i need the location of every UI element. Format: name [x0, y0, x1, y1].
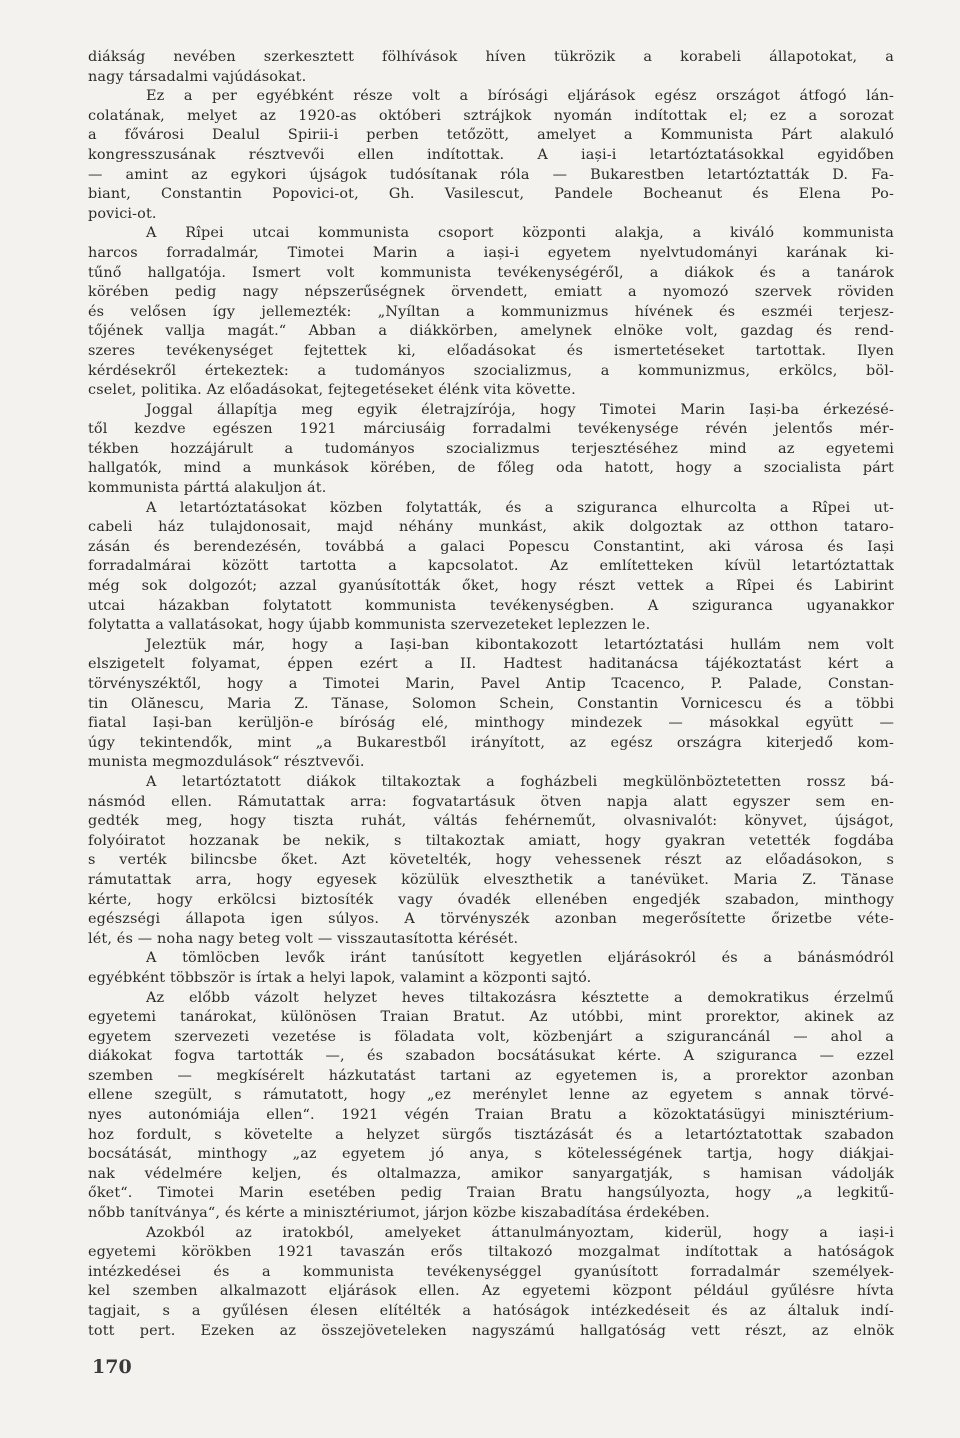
text-line: folyóiratot hozzanak be nekik, s tiltakoztak amiatt, hogy gyakran vetették fogdába [88, 832, 894, 849]
text-line: fiatal Iași-ban kerüljön-e bíróság elé, minthogy mindezek — másokkal együtt — [88, 715, 894, 732]
text-line: tagjait, s a gyűlésen élesen elítélték a hatóságok intézkedéseit és az általuk indí- [88, 1303, 894, 1319]
text-line: szeres tevékenységet fejtettek ki, előadásokat és ismertetéseket tartottak. Ilyen [88, 342, 894, 359]
text-line: kérdésekről értekeztek: a tudományos szocializmus, a kommunizmus, erkölcs, böl- [88, 362, 894, 379]
text-line: Azokból az iratokból, amelyeket áttanulmányoztam, kiderül, hogy a iași-i [146, 1224, 894, 1241]
text-line: utcai házakban folytatott kommunista tevékenységben. A sziguranca ugyanakkor [88, 597, 894, 614]
text-line: egyetem szervezeti vezetése is föladata volt, közbenjárt a szigurancánál — ahol a [88, 1028, 894, 1045]
text-line: A letartóztatásokat közben folytatták, és a sziguranca elhurcolta a Rîpei ut- [146, 499, 894, 516]
text-line: gedték meg, hogy tiszta ruhát, váltás fehérneműt, olvasnivalót: könyvet, újságot, [88, 813, 894, 830]
text-line: zásán és berendezésén, továbbá a galaci Popescu Constantint, aki városa és Iași [88, 538, 894, 555]
text-line: tőjének vallja magát.“ Abban a diákkörben, amelynek elnöke volt, gazdag és rend- [88, 323, 894, 340]
text-line: törvényszéktől, hogy a Timotei Marin, Pavel Antip Tcacenco, P. Palade, Constan- [88, 676, 894, 692]
page-number: 170 [92, 1356, 132, 1378]
text-line: nagy társadalmi vajúdásokat. [88, 68, 307, 85]
text-line: Az előbb vázolt helyzet heves tiltakozásra késztette a demokratikus érzelmű [146, 989, 894, 1006]
text-line: munista megmozdulások“ résztvevői. [88, 754, 365, 771]
text-line: hoz fordult, s követelte a helyzet sürgős tisztázását és a letartóztatottak szabadon [88, 1126, 894, 1143]
text-line: től kezdve egészen 1921 márciusáig forradalmi tevékenysége révén jelentős mér- [88, 421, 894, 438]
text-line: kommunista párttá alakuljon át. [88, 480, 327, 497]
text-line: még sok dolgozót; azzal gyanúsították őket, hogy részt vettek a Rîpei és Labirint [88, 578, 894, 595]
text-line: nak védelmére keljen, és oltalmazza, amikor sanyargatják, s hamisan vádolják [88, 1165, 894, 1182]
text-line: és velősen így jellemezték: „Nyíltan a kommunizmus hívének és eszméi terjesz- [88, 303, 894, 320]
text-line: tin Olănescu, Maria Z. Tănase, Solomon Schein, Constantin Vornicescu és a többi [88, 695, 894, 712]
text-line: egészségi állapota igen súlyos. A törvényszék azonban megerősítette őrizetbe véte- [88, 911, 894, 928]
text-line: A Rîpei utcai kommunista csoport központi alakja, a kiváló kommunista [146, 225, 894, 242]
text-line: tűnő hallgatója. Ismert volt kommunista tevékenységéről, a diákok és a tanárok [88, 264, 894, 281]
text-line: A letartóztatott diákok tiltakoztak a fogházbeli megkülönböztetetten rossz bá- [146, 773, 894, 790]
text-line: egyetemi körökben 1921 tavaszán erős tiltakozó mozgalmat indítottak a hatóságok [88, 1244, 894, 1261]
text-line: tott pert. Ezeken az összejöveteleken nagyszámú hallgatóság vett részt, az elnök [88, 1322, 894, 1339]
text-line: povici-ot. [88, 205, 157, 222]
text-line: s verték bilincsbe őket. Azt követelték, hogy vehessenek részt az előadásokon, s [88, 852, 894, 869]
text-line: forradalmárai között tartotta a kapcsolatot. Az említetteken kívül letartóztattak [88, 558, 894, 575]
text-line: őket“. Timotei Marin esetében pedig Traian Bratu hangsúlyozta, hogy „a legkitű- [88, 1185, 894, 1202]
text-line: ellene szegült, s rámutatott, hogy „ez merénylet lenne az egyetem s annak törvé- [88, 1087, 894, 1104]
text-line: cselet, politika. Az előadásokat, fejtegetéseket élénk vita követte. [88, 382, 576, 399]
text-line: násmód ellen. Rámutattak arra: fogvatartásuk ötven napja alatt egyszer sem en- [88, 793, 894, 810]
text-line: — amint az egykori újságok tudósítanak róla — Bukarestben letartóztatták D. Fa- [88, 166, 894, 183]
text-line: folytatta a vallatásokat, hogy újabb kommunista szervezeteket leplezzen le. [88, 617, 651, 634]
text-line: biant, Constantin Popovici-ot, Gh. Vasilescut, Pandele Bocheanut és Elena Po- [88, 186, 894, 203]
text-line: nyes autonómiája ellen“. 1921 végén Traian Bratu a közoktatásügyi minisztérium- [88, 1107, 894, 1124]
text-line: intézkedései és a kommunista tevékenységgel gyanúsított forradalmár személyek- [88, 1263, 894, 1280]
text-line: Jeleztük már, hogy a Iași-ban kibontakozott letartóztatási hullám nem volt [146, 636, 894, 653]
text-line: Joggal állapítja meg egyik életrajzírója, hogy Timotei Marin Iași-ba érkezésé- [146, 401, 894, 418]
text-line: rámutattak arra, hogy egyesek közülük elveszthetik a tanévüket. Maria Z. Tănase [88, 871, 894, 888]
text-line: A tömlöcben levők iránt tanúsított kegyetlen eljárásokról és a bánásmódról [146, 950, 894, 967]
text-line: egyetemi tanárokat, különösen Traian Bratut. Az utóbbi, mint prorektor, akinek az [88, 1009, 894, 1026]
text-line: lét, és — noha nagy beteg volt — visszautasította kérését. [88, 930, 519, 947]
text-line: Ez a per egyébként része volt a bírósági eljárások egész országot átfogó lán- [146, 88, 894, 105]
text-line: úgy tekintendők, mint „a Bukarestből irányított, az egész országra kiterjedő kom- [88, 734, 894, 751]
text-line: diákokat fogva tartották —, és szabadon bocsátásukat kérte. A sziguranca — ezzel [88, 1048, 894, 1065]
text-line: szemben — megkísérelt házkutatást tartani az egyetemen is, a prorektor azonban [88, 1067, 894, 1084]
text-line: egyébként többször is írtak a helyi lapok, valamint a központi sajtó. [88, 969, 592, 986]
text-line: bocsátását, minthogy „az egyetem jó anya, s kötelességének tartja, hogy diákjai- [88, 1146, 894, 1163]
text-line: tékben hozzájárult a tudományos szocializmus terjesztéséhez mind az egyetemi [88, 440, 894, 457]
text-line: nőbb tanítványa“, és kérte a minisztériumot, járjon közbe kiszabadítása érdekében. [88, 1205, 710, 1222]
text-line: körében pedig nagy népszerűségnek örvendett, emiatt a nyomozó szervek röviden [88, 284, 894, 301]
text-line: hallgatók, mind a munkások körében, de főleg oda hatott, hogy a szocialista párt [88, 460, 894, 477]
text-line: a fővárosi Dealul Spirii-i perben tetőzött, amelyet a Kommunista Párt alakuló [88, 127, 894, 144]
text-line: kel szemben alkalmazott eljárások ellen. Az egyetemi központ például gyűlésre hívta [88, 1283, 894, 1300]
text-line: harcos forradalmár, Timotei Marin a iași-i egyetem nyelvtudományi karának ki- [88, 244, 894, 261]
text-line: cabeli ház tulajdonosait, majd néhány munkást, akik dolgoztak az otthon tataro- [88, 519, 894, 536]
body-text [88, 48, 894, 1341]
text-line: kongresszusának résztvevői ellen indítottak. A iași-i letartóztatásokkal egyidőben [88, 146, 894, 163]
text-line: kérte, hogy erkölcsi biztosíték vagy óvadék ellenében engedjék szabadon, minthogy [88, 891, 894, 908]
text-line: colatának, melyet az 1920-as októberi sztrájkok nyomán indítottak el; ez a sorozat [88, 107, 894, 124]
text-line: elszigetelt folyamat, éppen ezért a II. Hadtest haditanácsa tájékoztatást kért a [88, 656, 894, 673]
text-line: diákság nevében szerkesztett fölhívások híven tükrözik a korabeli állapotokat, a [88, 49, 894, 65]
